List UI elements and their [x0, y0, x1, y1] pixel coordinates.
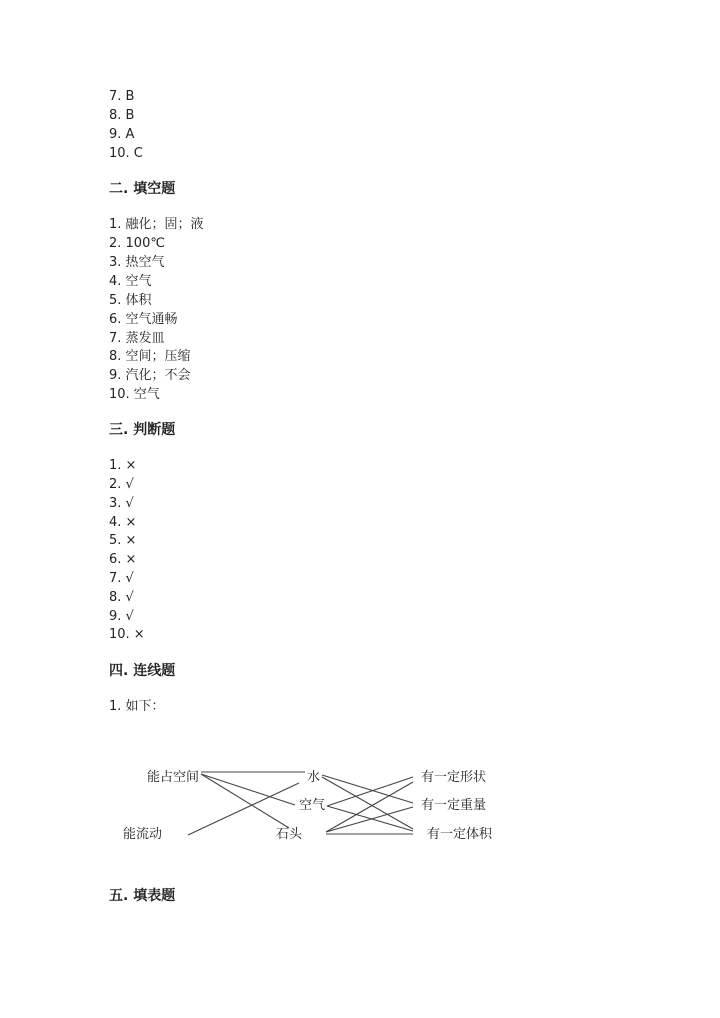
answer-line: 5. 体积 [109, 293, 152, 308]
answer-line: 3. 热空气 [109, 255, 165, 270]
answer-line: 8. 空间；压缩 [109, 349, 191, 364]
match-line [327, 777, 413, 806]
answer-line: 10. × [109, 627, 145, 642]
diagram-right-label: 有一定形状 [421, 770, 487, 785]
answer-line: 2. √ [109, 477, 134, 492]
diagram-right-label: 有一定体积 [427, 827, 493, 842]
section-heading: 二. 填空题 [109, 181, 176, 197]
match-line [327, 806, 413, 831]
answer-line: 10. C [109, 146, 143, 161]
answer-line: 7. √ [109, 571, 134, 586]
answer-line: 3. √ [109, 496, 134, 511]
match-line [201, 774, 289, 828]
answer-line: 6. × [109, 552, 137, 567]
section-heading: 五. 填表题 [109, 888, 176, 904]
answer-line: 9. A [109, 127, 135, 142]
answer-line: 7. 蒸发皿 [109, 331, 165, 346]
answer-line: 8. √ [109, 590, 134, 605]
answer-line: 7. B [109, 89, 135, 104]
answer-line: 9. √ [109, 609, 134, 624]
answer-line: 10. 空气 [109, 387, 160, 402]
answer-line: 4. 空气 [109, 274, 152, 289]
answer-line: 6. 空气通畅 [109, 312, 178, 327]
section-heading: 四. 连线题 [109, 663, 176, 679]
matching-diagram [0, 750, 720, 860]
section-heading: 三. 判断题 [109, 422, 176, 438]
answer-line: 9. 汽化；不会 [109, 368, 191, 383]
answer-line: 5. × [109, 533, 137, 548]
diagram-middle-label: 空气 [299, 798, 326, 813]
match-line [326, 807, 413, 832]
diagram-right-label: 有一定重量 [421, 798, 487, 813]
answer-line: 1. 如下： [109, 699, 165, 714]
match-line [322, 775, 413, 803]
answer-line: 8. B [109, 108, 135, 123]
answer-line: 1. 融化；固；液 [109, 217, 204, 232]
diagram-left-label: 能占空间 [147, 770, 200, 785]
answer-line: 2. 100℃ [109, 236, 165, 251]
diagram-left-label: 能流动 [123, 827, 163, 842]
diagram-middle-label: 水 [307, 770, 321, 785]
answer-line: 4. × [109, 515, 137, 530]
diagram-middle-label: 石头 [276, 827, 303, 842]
answer-line: 1. × [109, 458, 137, 473]
match-line [201, 774, 295, 805]
